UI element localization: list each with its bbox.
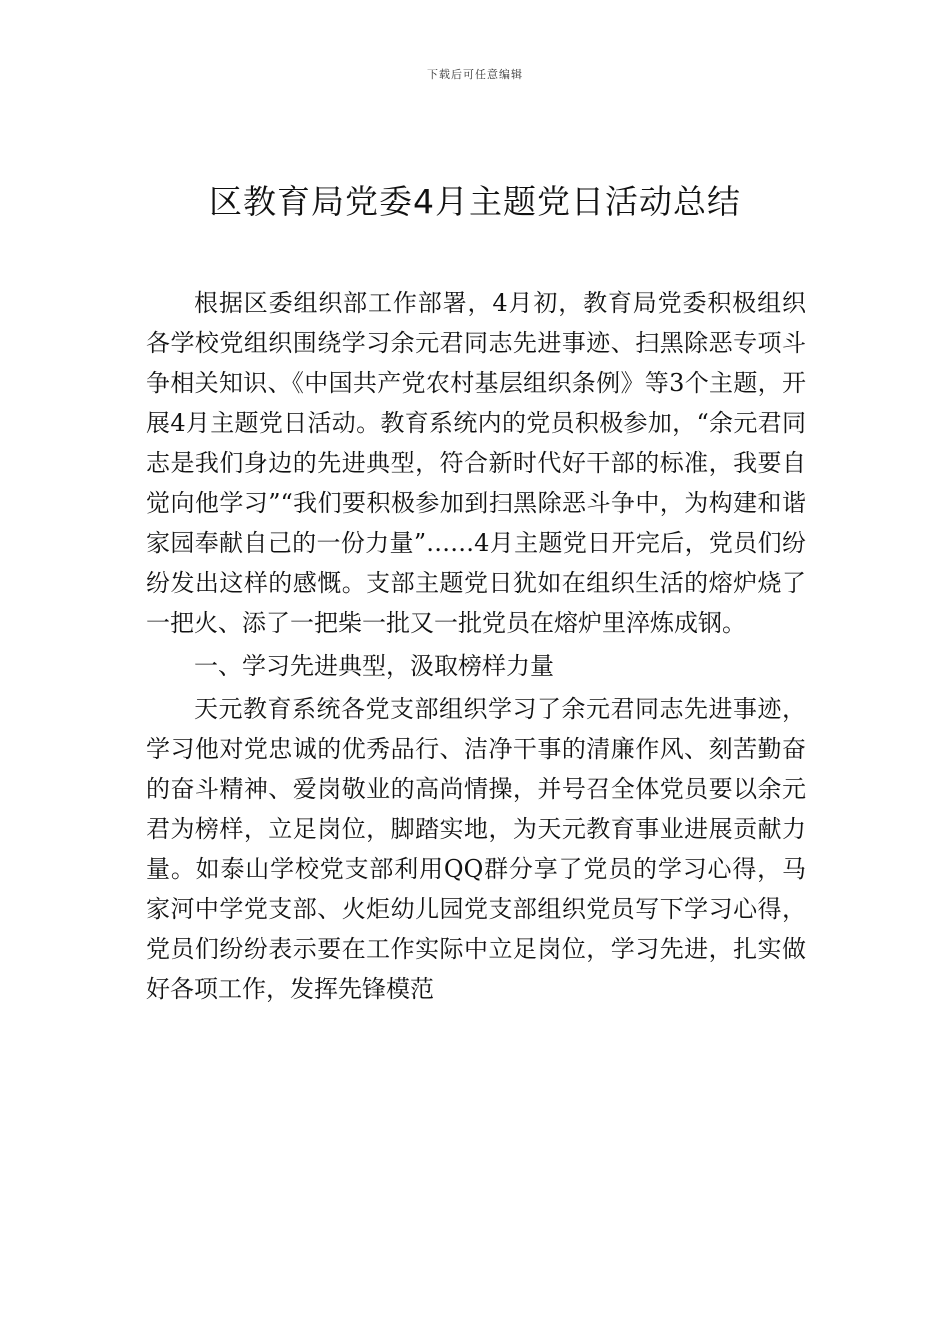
- document-body: [146, 283, 806, 1009]
- document-title: 区教育局党委4月主题党日活动总结: [209, 182, 741, 221]
- section-heading-1: 一、学习先进典型，汲取榜样力量: [194, 652, 554, 680]
- body-paragraph-intro: 根据区委组织部工作部署，4月初，教育局党委积极组织各学校党组织围绕学习余元君同志先进事迹、扫黑除恶专项斗争相关知识、《中国共产党农村基层组织条例》等3个主题，开展4月主题党日活动。教育系统内的党员积极参加，“余元君同志是我们身边的先进典型，符合新时代好干部的标准，我要自觉向他学习”“我们要积极参加到扫黑除恶斗争中，为构建和谐家园奉献自己的一份力量”……4月主题党日开完后，党员们纷纷发出这样的感慨。支部主题党日犹如在组织生活的熔炉烧了一把火、添了一把柴一批又一批党员在熔炉里淬炼成钢。: [146, 289, 806, 637]
- body-paragraph-section-1: 天元教育系统各党支部组织学习了余元君同志先进事迹，学习他对党忠诚的优秀品行、洁净干事的清廉作风、刻苦勤奋的奋斗精神、爱岗敬业的高尚情操，并号召全体党员要以余元君为榜样，立足岗位，脚踏实地，为天元教育事业进展贡献力量。如泰山学校党支部利用QQ群分享了党员的学习心得，马家河中学党支部、火炬幼儿园党支部组织党员写下学习心得，党员们纷纷表示要在工作实际中立足岗位，学习先进，扎实做好各项工作，发挥先锋模范: [146, 695, 806, 1003]
- header-note: 下载后可任意编辑: [427, 68, 523, 81]
